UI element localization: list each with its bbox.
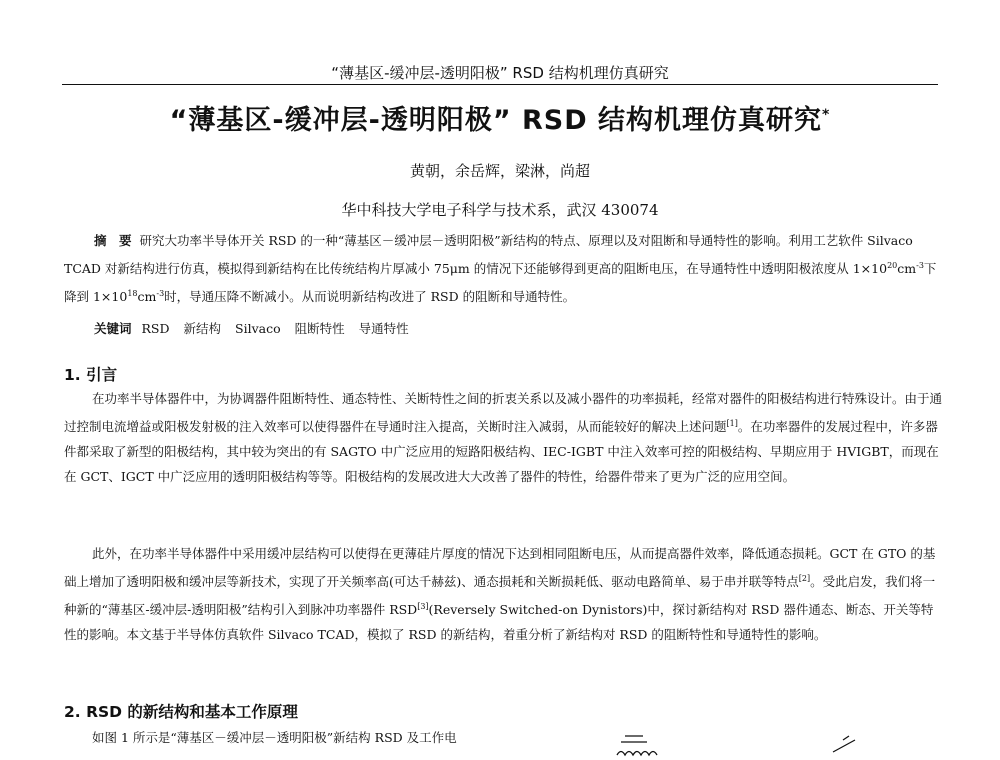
body-text: 在功率半导体器件中，为协调器件阻断特性、通态特性、关断特性之间的折衷关系以及减小器件的功率损耗，经常对器件的阳极结构进行特殊设计。由于通过控制电流增益或阳极发射极的注入效率可以使得器件在导通时注入提高，关断时注入减弱，从而能较好的解决上述问题 <box>64 391 943 435</box>
keywords-label: 关键词 <box>94 321 132 336</box>
running-header: “薄基区-缓冲层-透明阳极” RSD 结构机理仿真研究 <box>331 64 669 82</box>
citation: [2] <box>798 574 811 583</box>
abstract-text-1: 研究大功率半导体开关 RSD 的一种“薄基区－缓冲层－透明阳极”新结构的特点、原理以及对阻断和导通特性的影响。利用工艺软件 Silvaco TCAD 对新结构进行仿真，模拟得到新结构在比传统结构片厚减小 75μm 的情况下还能够得到更高的阻断电压，在导通特性中透明阳极浓度从 1×10 <box>64 233 913 277</box>
paper-title <box>0 98 1000 137</box>
abstract-text-5: 时，导通压降不断减小。从而说明新结构改进了 RSD 的阻断和导通特性。 <box>164 289 576 305</box>
keyword: 新结构 <box>183 321 222 336</box>
body-text: 。受此启发，我们将一种新的“薄基区-缓冲层-透明阳极”结构引入到脉冲功率器件 RSD <box>64 574 936 618</box>
abstract-text-3: 下降到 1×10 <box>64 261 937 305</box>
abstract-text-2: cm <box>897 261 917 277</box>
title-text: “薄基区-缓冲层-透明阳极” RSD 结构机理仿真研究 <box>169 105 823 136</box>
body-text: 。在功率器件的发展过程中，许多器件都采取了新型的阳极结构，其中较为突出的有 SAGTO 中广泛应用的短路阳极结构、IEC-IGBT 中注入效率可控的阳极结构、早期应用于 HVIGBT，而现在在 GCT、IGCT 中广泛应用的透明阳极结构等等。阳极结构的发展改进大大改善了器件的特性，给器件带来了更为广泛的应用空间。 <box>64 419 939 485</box>
section-1-paragraph-2 <box>64 541 944 647</box>
header-rule <box>62 84 938 85</box>
section-1-paragraph-1 <box>64 386 944 489</box>
inductor-coil <box>617 752 657 756</box>
body-text: (Reversely Switched-on Dynistors)中，探讨新结构对 RSD 器件通态、断态、开关等特性的影响。本文基于半导体仿真软件 Silvaco TCAD，模拟了 RSD 的新结构，着重分析了新结构对 RSD 的阻断特性和导通特性的影响。 <box>64 602 934 643</box>
title-footnote-mark: * <box>822 107 831 123</box>
affiliation: 华中科技大学电子科学与技术系，武汉 430074 <box>341 201 659 219</box>
abstract-exp-2: -3 <box>916 261 924 270</box>
keyword: RSD <box>141 321 170 336</box>
figure-line <box>843 736 849 740</box>
citation: [3] <box>417 602 429 612</box>
keyword: Silvaco <box>235 321 281 336</box>
keyword: 导通特性 <box>358 321 409 336</box>
body-text: 此外，在功率半导体器件中采用缓冲层结构可以使得在更薄硅片厚度的情况下达到相同阻断电压，从而提高器件效率，降低通态损耗。GCT 在 GTO 的基础上增加了透明阳极和缓冲层等新技术，实现了开关频率高(可达千赫兹)、通态损耗和关断损耗低、驱动电路简单、易于串并联等特点 <box>64 546 936 590</box>
keyword: 阻断特性 <box>294 321 345 336</box>
figure-line <box>833 740 855 752</box>
abstract-label: 摘 要 <box>94 233 132 248</box>
citation: [1] <box>726 419 738 428</box>
abstract-exp-3: 18 <box>127 289 138 299</box>
keywords <box>94 319 423 337</box>
abstract <box>64 228 944 309</box>
figure-1-fragment <box>585 722 885 760</box>
section-2-paragraph-1: 如图 1 所示是“薄基区－缓冲层－透明阳极”新结构 RSD 及工作电 <box>92 730 457 745</box>
abstract-text-4: cm <box>137 289 157 305</box>
authors: 黄朝，余岳辉，梁淋，尚超 <box>409 162 590 180</box>
section-2-heading: 2. RSD 的新结构和基本工作原理 <box>64 703 298 721</box>
abstract-exp-4: -3 <box>156 289 165 299</box>
section-1-heading: 1. 引言 <box>64 366 118 384</box>
abstract-exp-1: 20 <box>887 261 898 270</box>
